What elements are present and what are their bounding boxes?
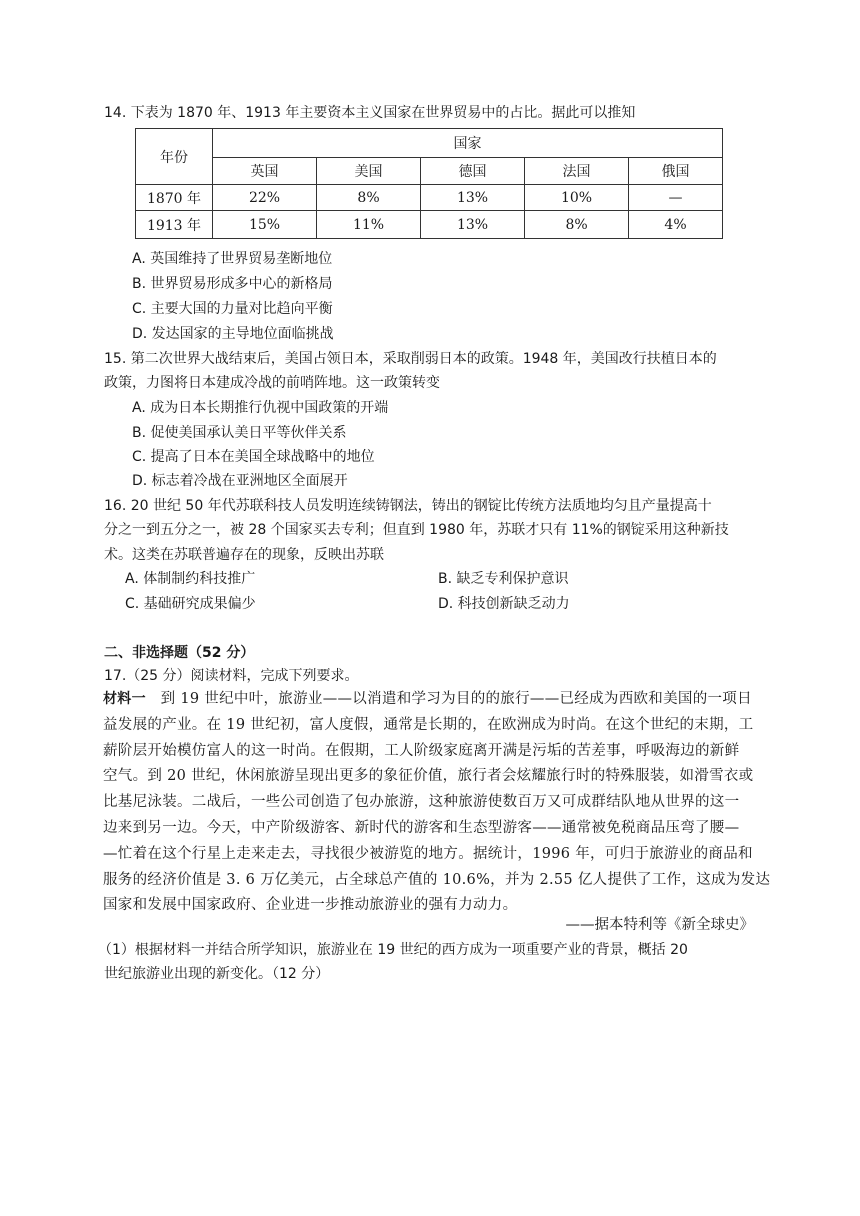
material-label: 材料一 <box>103 691 146 707</box>
q15-option-d: D. 标志着冷战在亚洲地区全面展开 <box>132 473 348 489</box>
material-line: 国家和发展中国家政府、企业进一步推动旅游业的强有力动力。 <box>103 897 518 914</box>
material-line: 到 19 世纪中叶，旅游业——以消遣和学习为目的的旅行——已经成为西欧和美国的一项日 <box>160 691 752 707</box>
q14-option-b: B. 世界贸易形成多中心的新格局 <box>132 276 333 292</box>
q16-option-a: A. 体制制约科技推广 <box>125 571 256 587</box>
q17-stem: 17.（25 分）阅读材料，完成下列要求。 <box>104 668 359 684</box>
table-cell: 13% <box>421 211 525 239</box>
q17-sub1-line1: （1）根据材料一并结合所学知识，旅游业在 19 世纪的西方成为一项重要产业的背景，概括 20 <box>98 942 688 958</box>
table-col-uk: 英国 <box>213 158 317 185</box>
q15-stem-line2: 政策，力图将日本建成冷战的前哨阵地。这一政策转变 <box>104 375 440 391</box>
material-source: ——据本特利等《新全球史》 <box>565 917 754 933</box>
section-title: 二、非选择题（52 分） <box>104 645 255 661</box>
table-header-year: 年份 <box>136 129 213 185</box>
table-cell-year: 1913 年 <box>136 211 213 239</box>
q16-stem-line1: 16. 20 世纪 50 年代苏联科技人员发明连续铸钢法，铸出的钢锭比传统方法质地均匀且产量提高十 <box>104 498 712 514</box>
table-row <box>136 185 723 211</box>
q15-option-b: B. 促使美国承认美日平等伙伴关系 <box>132 425 347 441</box>
q15-option-c: C. 提高了日本在美国全球战略中的地位 <box>132 449 375 465</box>
material-line: 服务的经济价值是 3. 6 万亿美元，占全球总产值的 10.6%，并为 2.55 亿人提供了工作，这成为发达 <box>103 871 771 888</box>
table-col-us: 美国 <box>317 158 421 185</box>
table-cell: 15% <box>213 211 317 239</box>
table-cell: 22% <box>213 185 317 211</box>
q16-stem-line3: 术。这类在苏联普遍存在的现象，反映出苏联 <box>104 547 384 563</box>
table-cell: 8% <box>525 211 629 239</box>
table-cell: 13% <box>421 185 525 211</box>
material-line: 薪阶层开始模仿富人的这一时尚。在假期，工人阶级家庭离开满是污垢的苦差事，呼吸海边的新鲜 <box>103 742 740 759</box>
q16-option-d: D. 科技创新缺乏动力 <box>438 596 570 612</box>
table-col-france: 法国 <box>525 158 629 185</box>
table-col-germany: 德国 <box>421 158 525 185</box>
table-header-country: 国家 <box>213 129 723 158</box>
q17-material-one <box>103 687 771 919</box>
trade-share-table <box>135 128 723 239</box>
q14-option-a: A. 英国维持了世界贸易垄断地位 <box>132 251 333 267</box>
table-cell: — <box>629 185 723 211</box>
table-cell: 10% <box>525 185 629 211</box>
q16-option-c: C. 基础研究成果偏少 <box>125 596 256 612</box>
table-cell-year: 1870 年 <box>136 185 213 211</box>
q15-stem-line1: 15. 第二次世界大战结束后，美国占领日本，采取削弱日本的政策。1948 年，美国改行扶植日本的 <box>104 351 717 367</box>
table-row <box>136 211 723 239</box>
q14-option-d: D. 发达国家的主导地位面临挑战 <box>132 326 334 342</box>
q15-option-a: A. 成为日本长期推行仇视中国政策的开端 <box>132 400 389 416</box>
table-cell: 8% <box>317 185 421 211</box>
q14-option-c: C. 主要大国的力量对比趋向平衡 <box>132 301 333 317</box>
table-cell: 11% <box>317 211 421 239</box>
table-col-russia: 俄国 <box>629 158 723 185</box>
material-line: —忙着在这个行星上走来走去，寻找很少被游览的地方。据统计，1996 年，可归于旅游业的商品和 <box>103 845 753 862</box>
material-line: 空气。到 20 世纪，休闲旅游呈现出更多的象征价值，旅行者会炫耀旅行时的特殊服装，如滑雪衣或 <box>103 768 754 785</box>
material-line: 比基尼泳装。二战后，一些公司创造了包办旅游，这种旅游使数百万又可成群结队地从世界的这一 <box>103 794 740 811</box>
q17-sub1-line2: 世纪旅游业出现的新变化。（12 分） <box>104 966 330 982</box>
material-line: 益发展的产业。在 19 世纪初，富人度假，通常是长期的，在欧洲成为时尚。在这个世纪的末期，工 <box>103 716 754 733</box>
q14-stem: 14. 下表为 1870 年、1913 年主要资本主义国家在世界贸易中的占比。据此可以推知 <box>104 105 636 121</box>
q16-stem-line2: 分之一到五分之一，被 28 个国家买去专利；但直到 1980 年，苏联才只有 11%的钢锭采用这种新技 <box>104 522 729 538</box>
table-cell: 4% <box>629 211 723 239</box>
material-line: 边来到另一边。今天，中产阶级游客、新时代的游客和生态型游客——通常被免税商品压弯了腰— <box>103 819 740 836</box>
q16-option-b: B. 缺乏专利保护意识 <box>438 571 569 587</box>
